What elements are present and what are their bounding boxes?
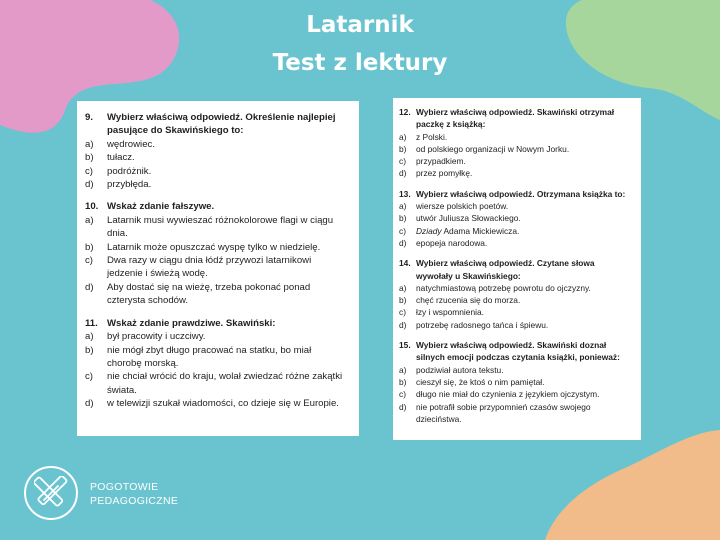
answer-option — [85, 178, 347, 191]
question-14 — [399, 257, 633, 331]
question-9 — [85, 111, 347, 191]
option-text: z Polski. — [416, 131, 448, 142]
option-text — [416, 225, 633, 237]
option-letter: a) — [399, 201, 407, 212]
option-text: epopeja narodowa. — [416, 237, 488, 248]
option-letter: c) — [399, 225, 406, 236]
page-title: Latarnik — [306, 12, 414, 38]
question-number: 14. — [399, 258, 411, 269]
option-letter: c) — [399, 307, 406, 318]
question-text: Wskaż zdanie prawdziwe. Skawiński: — [107, 317, 276, 329]
answer-option — [85, 214, 347, 241]
question-number: 9. — [85, 112, 94, 123]
option-text: długo nie miał do czynienia z językiem ojczystym. — [416, 389, 600, 400]
question-card-left — [77, 101, 359, 436]
question-12 — [399, 106, 633, 180]
option-text: natychmiastową potrzebę powrotu do ojczyzny. — [416, 282, 591, 293]
answer-option — [399, 167, 633, 179]
answer-option — [85, 151, 347, 164]
answer-option — [399, 225, 633, 237]
option-letter: b) — [399, 213, 407, 224]
question-13 — [399, 188, 633, 249]
option-letter: d) — [399, 401, 407, 412]
answer-option — [399, 306, 633, 318]
question-text: Wybierz właściwą odpowiedź. Skawiński doznał silnych emocji podczas czytania książki, ponieważ: — [416, 340, 620, 363]
answer-option — [399, 364, 633, 376]
option-letter: a) — [399, 131, 407, 142]
question-text: Wybierz właściwą odpowiedź. Otrzymana książka to: — [416, 188, 626, 199]
option-text: wiersze polskich poetów. — [416, 201, 509, 212]
option-text: podziwiał autora tekstu. — [416, 364, 504, 375]
option-text-rest: Adama Mickiewicza. — [441, 225, 520, 236]
question-number: 12. — [399, 107, 411, 117]
question-text: Wybierz właściwą odpowiedź. Czytane słowa wywołały u Skawińskiego: — [416, 258, 595, 281]
option-letter: a) — [399, 282, 407, 293]
option-text: od polskiego organizacji w Nowym Jorku. — [416, 143, 570, 154]
question-stem — [85, 317, 347, 330]
option-letter: b) — [85, 241, 94, 253]
option-letter: d) — [399, 237, 407, 248]
answer-option — [85, 370, 347, 397]
option-text: w telewizji szukał wiadomości, co dzieje się w Europie. — [107, 398, 339, 410]
option-letter: c) — [85, 371, 93, 383]
option-text: nie potrafił sobie przypomnień czasów swojego dzieciństwa. — [416, 401, 591, 424]
answer-option — [399, 376, 633, 388]
option-letter: d) — [85, 281, 94, 293]
question-number: 15. — [399, 340, 411, 351]
answer-option — [399, 282, 633, 294]
option-letter: b) — [399, 143, 407, 154]
question-15 — [399, 339, 633, 425]
option-text: utwór Juliusza Słowackiego. — [416, 213, 521, 224]
brand-logo — [24, 466, 78, 520]
answer-option — [399, 212, 633, 224]
option-text: wędrowiec. — [107, 138, 155, 150]
question-stem — [399, 106, 633, 131]
answer-option — [399, 388, 633, 400]
question-card-right — [393, 98, 641, 440]
option-text: łzy i wspomnienia. — [416, 307, 484, 318]
answer-option — [85, 330, 347, 343]
option-text: nie chciał wrócić do kraju, wolał zwiedzać różne zakątki świata. — [107, 371, 343, 396]
question-number: 13. — [399, 188, 411, 199]
answer-option — [85, 254, 347, 281]
answer-option — [85, 241, 347, 254]
answer-option — [85, 344, 347, 371]
option-text: Aby dostać się na wieżę, trzeba pokonać ponad czterysta schodów. — [107, 281, 311, 307]
option-text: Latarnik może opuszczać wyspę tylko w niedzielę. — [107, 241, 321, 253]
answer-option — [399, 155, 633, 167]
question-stem — [399, 339, 633, 364]
question-stem — [85, 200, 347, 213]
option-letter: d) — [85, 179, 94, 191]
option-text: nie mógł zbyt długo pracować na statku, bo miał chorobę morską. — [107, 344, 312, 369]
brand-name — [90, 480, 178, 508]
option-letter: a) — [85, 138, 94, 150]
question-text: Wskaż zdanie fałszywe. — [107, 201, 215, 213]
option-letter: c) — [399, 389, 406, 400]
option-text: cieszył się, że ktoś o nim pamiętał. — [416, 376, 545, 387]
option-letter: a) — [399, 364, 407, 375]
option-letter: a) — [85, 214, 94, 226]
option-letter: c) — [85, 255, 93, 267]
answer-option — [85, 397, 347, 410]
option-letter: b) — [85, 152, 94, 164]
option-text: przybłęda. — [107, 179, 152, 191]
option-letter: d) — [85, 398, 94, 410]
question-stem — [85, 111, 347, 138]
option-letter: b) — [85, 344, 94, 356]
question-text: Wybierz właściwą odpowiedź. Skawiński otrzymał paczkę z książką: — [416, 107, 615, 130]
option-text: przypadkiem. — [416, 156, 466, 167]
answer-option — [399, 131, 633, 143]
answer-option — [85, 138, 347, 151]
option-letter: c) — [399, 156, 406, 167]
answer-option — [399, 200, 633, 212]
book-title-italic: Dziady — [416, 225, 442, 236]
answer-option — [85, 281, 347, 308]
question-number: 10. — [85, 201, 99, 213]
answer-option — [399, 401, 633, 426]
question-number: 11. — [85, 317, 98, 329]
option-text: chęć rzucenia się do morza. — [416, 295, 521, 306]
question-text: Wybierz właściwą odpowiedź. Określenie najlepiej pasujące do Skawińskiego to: — [107, 112, 336, 137]
option-text: Latarnik musi wywieszać różnokolorowe flagi w ciągu dnia. — [107, 214, 334, 240]
option-letter: b) — [399, 376, 407, 387]
brand-line-2: PEDAGOGICZNE — [90, 495, 179, 507]
orange-blob — [545, 430, 720, 540]
answer-option — [399, 143, 633, 155]
option-letter: a) — [85, 331, 94, 343]
option-text: przez pomyłkę. — [416, 168, 473, 179]
option-text: potrzebę radosnego tańca i śpiewu. — [416, 319, 549, 330]
answer-option — [85, 165, 347, 178]
option-letter: d) — [399, 319, 407, 330]
question-11 — [85, 317, 347, 411]
option-letter: c) — [85, 165, 93, 177]
page-subtitle: Test z lektury — [272, 50, 448, 76]
answer-option — [399, 237, 633, 249]
option-text: tułacz. — [107, 152, 135, 164]
question-10 — [85, 200, 347, 307]
option-text: podróżnik. — [107, 165, 152, 177]
answer-option — [399, 294, 633, 306]
crossed-pencils-icon — [34, 476, 68, 510]
option-text: był pracowity i uczciwy. — [107, 331, 206, 343]
option-letter: d) — [399, 168, 407, 179]
question-stem — [399, 257, 633, 282]
answer-option — [399, 319, 633, 331]
option-text: Dwa razy w ciągu dnia łódź przywozi latarnikowi jedzenie i świeżą wodę. — [107, 255, 312, 280]
question-stem — [399, 188, 633, 200]
option-letter: b) — [399, 295, 407, 306]
brand-line-1: POGOTOWIE — [90, 481, 159, 493]
